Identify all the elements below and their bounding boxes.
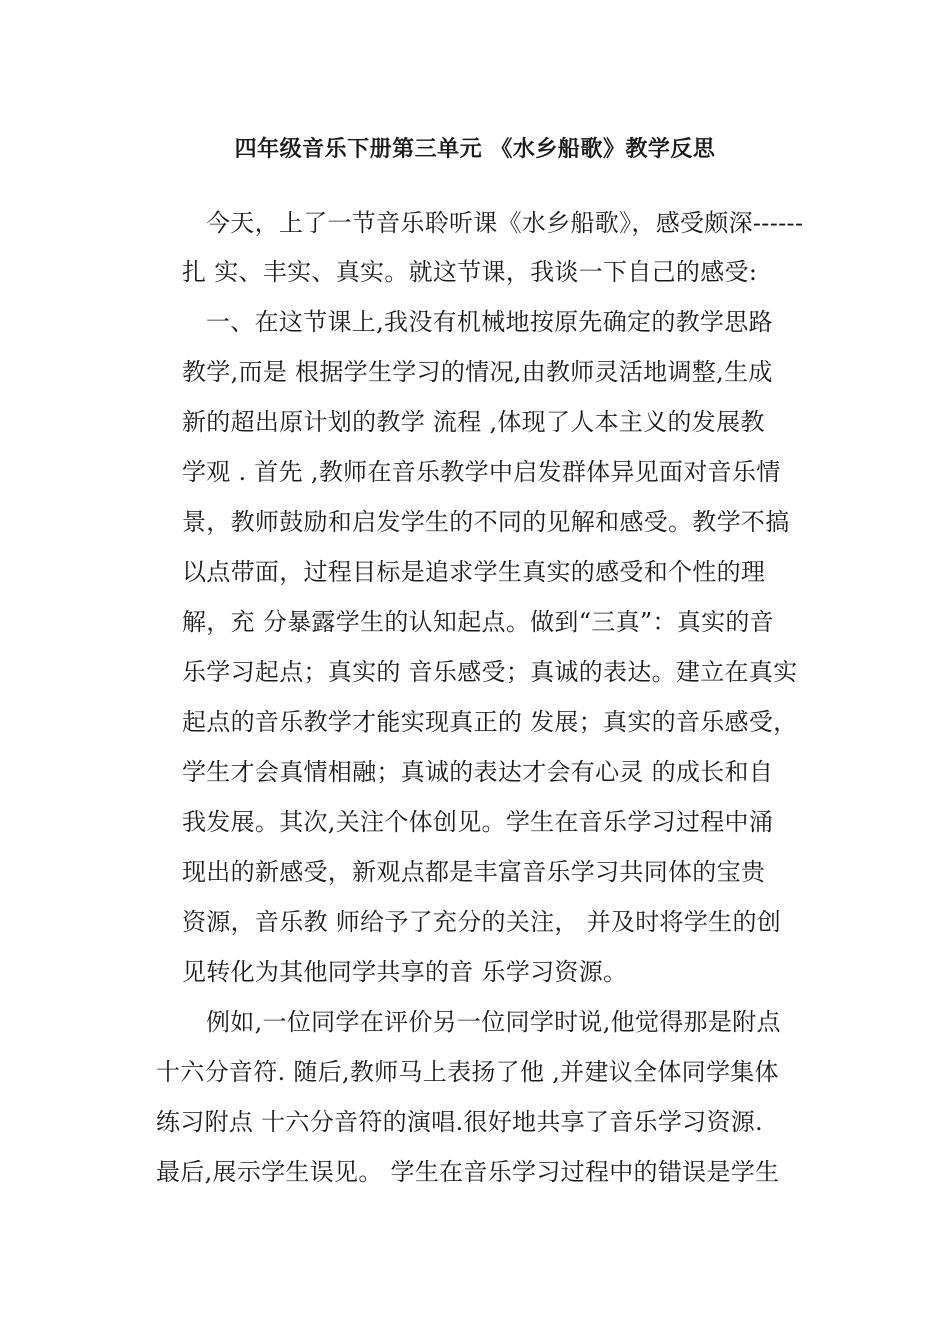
text-line: 见转化为其他同学共享的音 乐学习资源。 [182,958,628,986]
text-line: 十六分音符. 随后,教师马上表扬了他 ,并建议全体同学集体 [156,1058,779,1086]
text-line: 我发展。其次,关注个体创见。学生在音乐学习过程中涌 [182,808,774,836]
text-line: 乐学习起点；真实的 音乐感受；真诚的表达。建立在真实 [182,658,798,686]
text-line: 现出的新感受，新观点都是丰富音乐学习共同体的宝贵 [182,858,766,886]
text-line: 学生才会真情相融；真诚的表达才会有心灵 的成长和自 [182,758,774,786]
document-title: 四年级音乐下册第三单元 《水乡船歌》教学反思 [234,137,716,162]
text-line: 以点带面，过程目标是追求学生真实的感受和个性的理 [182,558,766,586]
text-line: 今天，上了一节音乐聆听课《水乡船歌》，感受颇深------ [206,209,804,237]
text-line: 学观 . 首先 ,教师在音乐教学中启发群体异见面对音乐情 [182,458,781,486]
text-line: 景，教师鼓励和启发学生的不同的见解和感受。教学不搞 [182,508,790,536]
text-line: 解，充 分暴露学生的认知起点。做到“三真”：真实的音 [182,608,774,636]
text-line: 例如,一位同学在评价另一位同学时说,他觉得那是附点 [206,1008,781,1036]
text-line: 资源，音乐教 师给予了充分的关注， 并及时将学生的创 [182,908,782,936]
text-line: 最后,展示学生误见。 学生在音乐学习过程中的错误是学生 [156,1158,780,1186]
text-line: 教学,而是 根据学生学习的情况,由教师灵活地调整,生成 [182,358,773,386]
text-line: 一、在这节课上,我没有机械地按原先确定的教学思路 [206,308,773,336]
text-line: 练习附点 十六分音符的演唱.很好地共享了音乐学习资源. [156,1108,763,1136]
text-line: 起点的音乐教学才能实现真正的 发展；真实的音乐感受， [182,708,798,736]
text-line: 新的超出原计划的教学 流程 ,体现了人本主义的发展教 [182,408,765,436]
text-line: 扎 实、丰实、真实。就这节课，我谈一下自己的感受: [182,258,758,286]
